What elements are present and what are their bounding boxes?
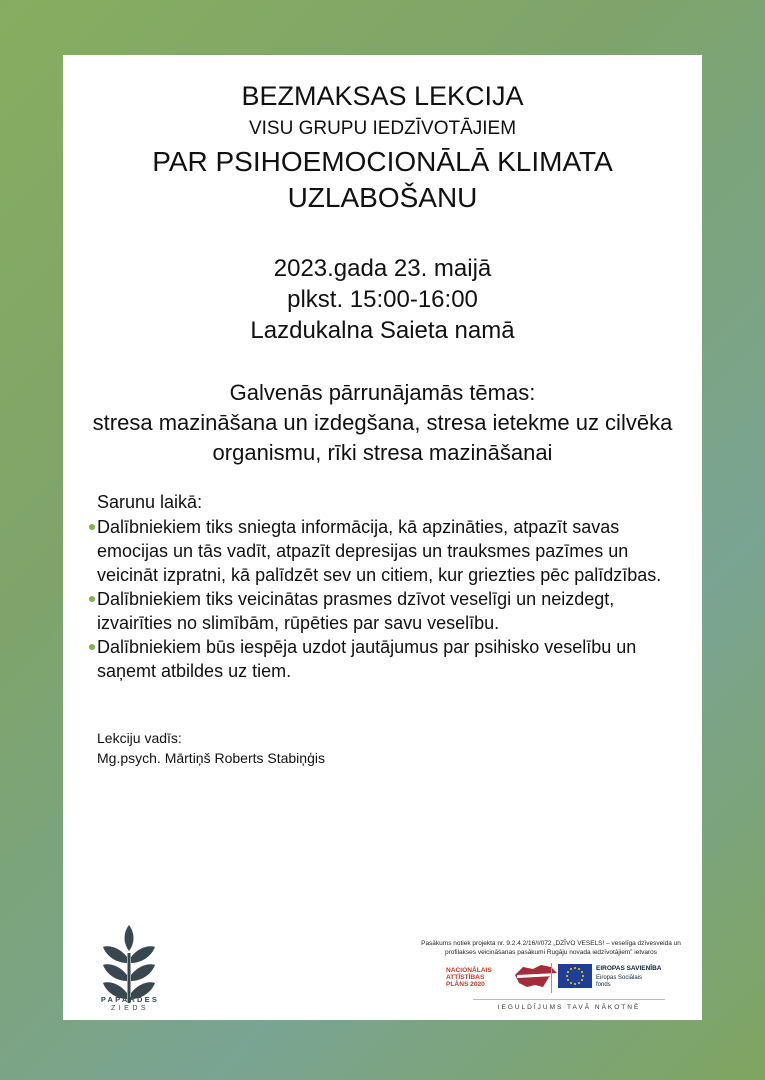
eu-name: EIROPAS SAVIENĪBA — [596, 965, 662, 972]
list-item-text: Dalībniekiem tiks sniegta informācija, kā apzināties, atpazīt savas emocijas un tās vadīt, atpazīt depresijas un trauksmes pazīmes un veicināt izpratni, kā palīdzēt sev un citiem, kur griezties pēc palīdzības. — [97, 517, 662, 585]
logo-name: PAPARDES — [100, 995, 160, 1004]
bullet-list — [91, 515, 672, 683]
bullet-dot-icon — [89, 644, 95, 650]
list-item — [91, 587, 672, 635]
invest-slogan: IEGULDĪJUMS TAVĀ NĀKOTNĒ — [497, 1004, 641, 1011]
list-item — [91, 635, 672, 683]
lecturer-label: Lekciju vadīs: — [97, 730, 182, 746]
bullet-dot-icon — [89, 524, 95, 530]
nap-line: ATTĪSTĪBAS — [446, 974, 485, 981]
poster-title: BEZMAKSAS LEKCIJA — [241, 81, 524, 111]
during-label: Sarunu laikā: — [97, 492, 203, 512]
divider — [551, 963, 552, 993]
poster-topic: PAR PSIHOEMOCIONĀLĀ KLIMATA UZLABOŠANU — [152, 146, 613, 213]
eu-fund: Eiropas Sociālais fonds — [596, 975, 643, 988]
topics-heading: Galvenās pārrunājamās tēmas: — [229, 380, 536, 405]
lecturer-name: Mg.psych. Mārtiņš Roberts Stabiņģis — [97, 750, 325, 766]
event-info — [63, 253, 702, 346]
divider — [473, 999, 665, 1000]
event-place: Lazdukalna Saieta namā — [250, 317, 515, 344]
event-date: 2023.gada 23. maijā — [273, 255, 492, 282]
logo-subtitle: ZIEDS — [110, 1005, 150, 1012]
nap-logo-text — [446, 967, 492, 988]
event-time: plkst. 15:00-16:00 — [287, 286, 478, 313]
project-note: Pasākums notiek projekta nr. 9.2.4.2/16/I/072 „DZĪVO VESELS! – veselīga dzīvesveida un profilakses veicināšanas pasākumi Rugāju novada iedzīvotājiem” ietvaros — [421, 940, 681, 956]
topics-section — [83, 378, 682, 468]
list-item-text: Dalībniekiem tiks veicinātas prasmes dzīvot veselīgi un neizdegt, izvairīties no slimībām, rūpēties par savu veselību. — [97, 589, 615, 633]
poster-subtitle: VISU GRUPU IEDZĪVOTĀJIEM — [248, 118, 517, 139]
nap-line: PLĀNS 2020 — [446, 981, 485, 988]
poster-sheet — [63, 55, 702, 1020]
topics-text: stresa mazināšana un izdegšana, stresa ietekme uz cilvēka organismu, rīki stresa mazināšanai — [92, 410, 673, 465]
bullet-dot-icon — [89, 596, 95, 602]
list-item — [91, 515, 672, 587]
list-item-text: Dalībniekiem būs iespēja uzdot jautājumus par psihisko veselību un saņemt atbildes uz tiem. — [97, 637, 637, 681]
eu-flag-icon — [558, 964, 592, 988]
nap-line: NACIONĀLAIS — [446, 967, 492, 974]
